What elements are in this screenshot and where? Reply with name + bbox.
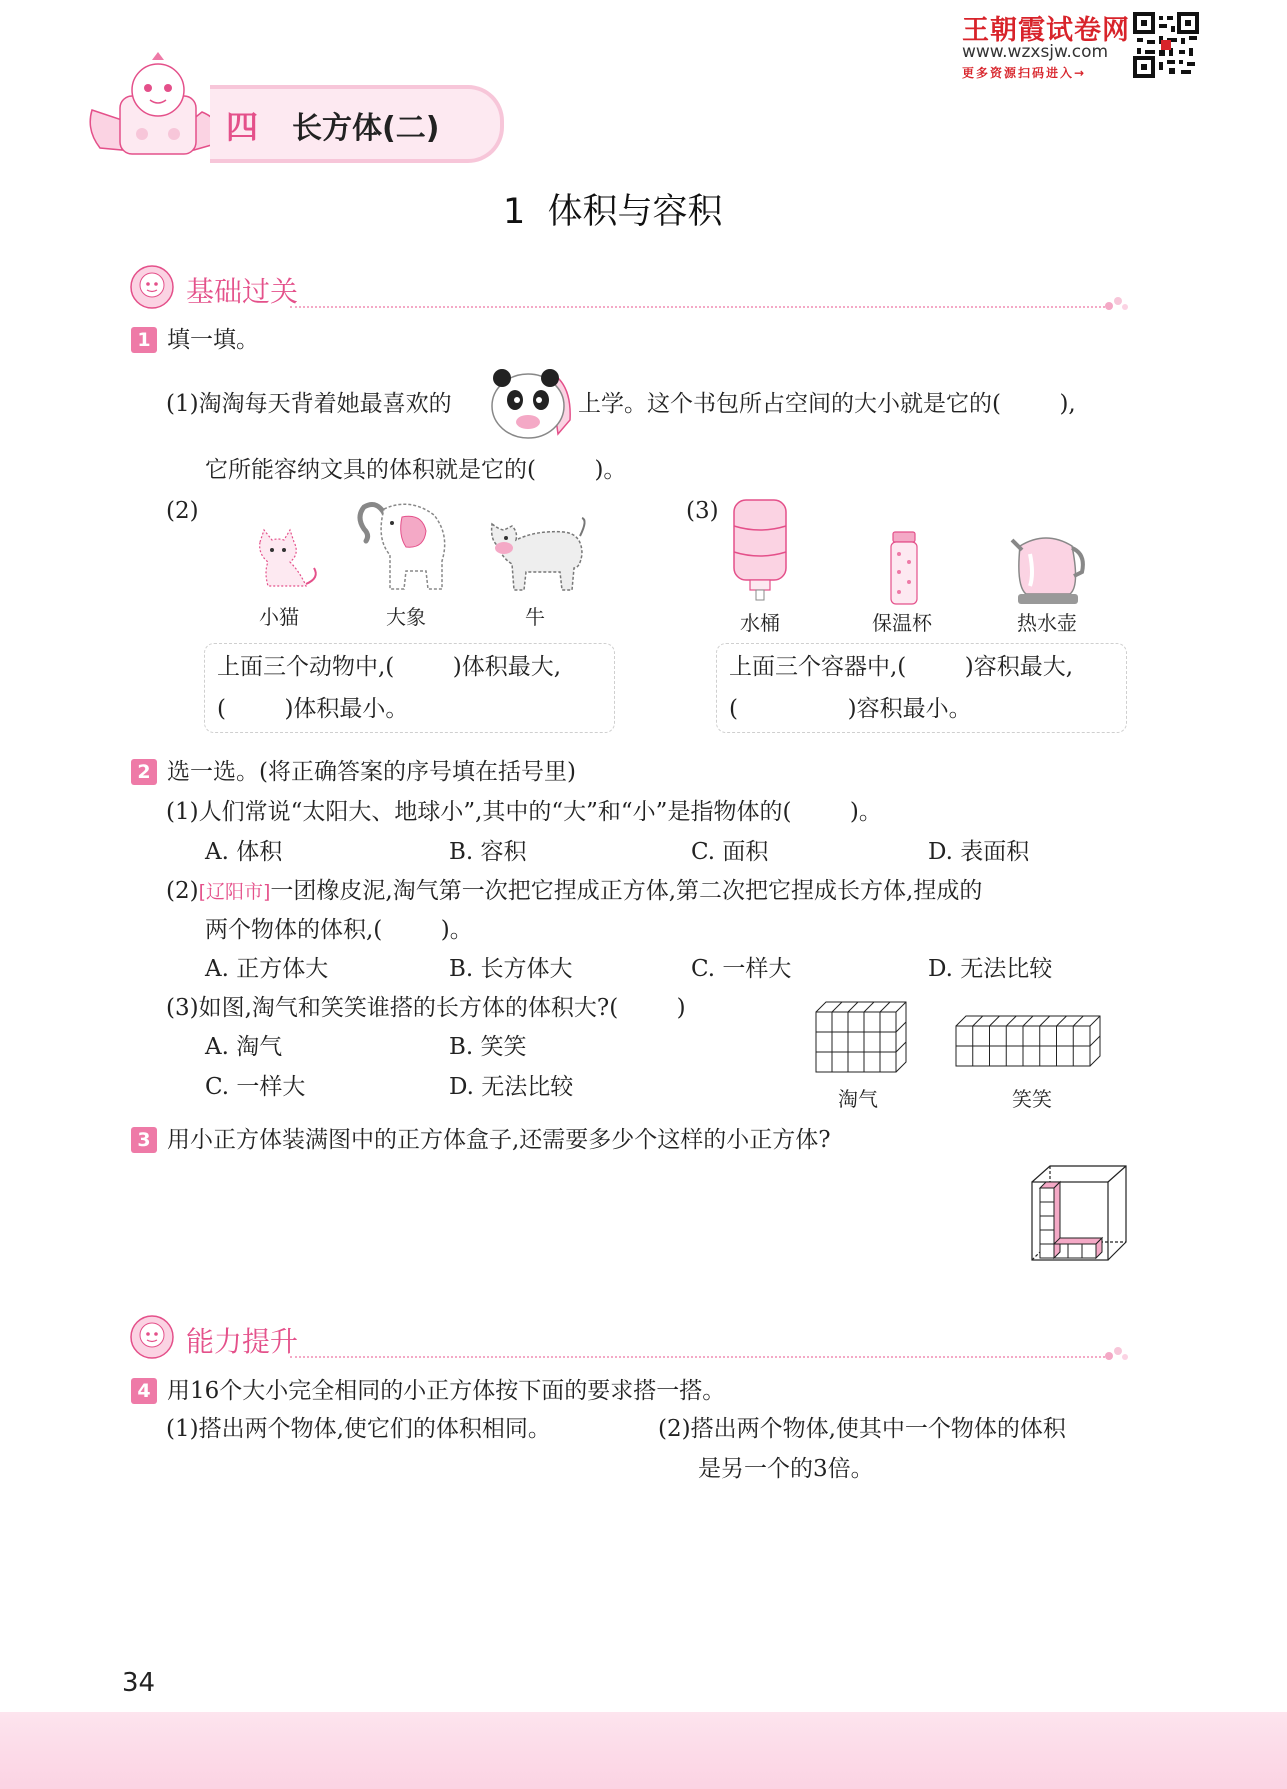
question-number: 1 xyxy=(131,327,157,353)
option: D. 无法比较 xyxy=(928,956,1053,982)
region-tag: [辽阳市] xyxy=(198,881,271,903)
option: A. 正方体大 xyxy=(205,956,329,982)
question-number: 3 xyxy=(131,1127,157,1153)
dots-decoration-icon xyxy=(1104,296,1130,312)
section-title-advanced: 能力提升 xyxy=(186,1325,299,1358)
q2-sub2 xyxy=(166,880,982,903)
section-title-basic: 基础过关 xyxy=(186,275,299,308)
elephant-icon xyxy=(356,495,456,595)
option: D. 无法比较 xyxy=(449,1074,574,1100)
cube-box-figure xyxy=(1028,1164,1130,1264)
page-number: 34 xyxy=(122,1668,156,1698)
question-title: 用小正方体装满图中的正方体盒子,还需要多少个这样的小正方体? xyxy=(167,1127,831,1153)
option: C. 面积 xyxy=(691,839,769,865)
section-mascot-icon xyxy=(128,1314,176,1360)
q2-sub2-text: 一团橡皮泥,淘气第一次把它捏成正方体,第二次把它捏成长方体,捏成的 xyxy=(270,878,983,904)
q2-sub1: (1)人们常说“太阳大、地球小”,其中的“大”和“小”是指物体的( )。 xyxy=(166,799,882,825)
dots-decoration-icon xyxy=(1104,1346,1130,1362)
animal-label: 牛 xyxy=(525,605,545,629)
q4-sub2-line2: 是另一个的3倍。 xyxy=(698,1456,874,1482)
figure-label-xiaoxiao: 笑笑 xyxy=(1012,1087,1052,1111)
q1-part1-text-b: 上学。这个书包所占空间的大小就是它的( ), xyxy=(578,391,1076,417)
cat-icon xyxy=(250,528,324,592)
q1-part1-text-c: 它所能容纳文具的体积就是它的( )。 xyxy=(205,457,627,483)
option: B. 笑笑 xyxy=(449,1034,527,1060)
q1-part1-text-a: (1)淘淘每天背着她最喜欢的 xyxy=(166,391,452,417)
figure-label-taoqi: 淘气 xyxy=(838,1087,878,1111)
option: C. 一样大 xyxy=(205,1074,306,1100)
question-title: 选一选。(将正确答案的序号填在括号里) xyxy=(167,759,576,785)
q1-part3-label: (3) xyxy=(686,498,719,524)
qr-code-icon xyxy=(1133,12,1199,78)
section-divider xyxy=(290,306,1105,308)
panda-backpack-icon xyxy=(488,364,576,446)
container-label: 水桶 xyxy=(740,611,780,635)
containers-box-line1: 上面三个容器中,( )容积最大, xyxy=(729,654,1074,680)
brand-url: www.wzxsjw.com xyxy=(962,42,1109,62)
cow-icon xyxy=(482,516,588,594)
q2-sub2-prefix: (2) xyxy=(166,878,199,904)
option: A. 体积 xyxy=(205,839,283,865)
lesson-title: 1 体积与容积 xyxy=(503,192,723,232)
q4-sub2: (2)搭出两个物体,使其中一个物体的体积 xyxy=(658,1416,1066,1442)
container-label: 热水壶 xyxy=(1017,611,1077,635)
animals-box-line2: ( )体积最小。 xyxy=(217,696,409,722)
option: B. 长方体大 xyxy=(449,956,573,982)
animals-box-line1: 上面三个动物中,( )体积最大, xyxy=(217,654,562,680)
brand-tag: 更多资源扫码进入→ xyxy=(962,66,1087,80)
option: B. 容积 xyxy=(449,839,527,865)
q4-sub1: (1)搭出两个物体,使它们的体积相同。 xyxy=(166,1416,551,1442)
thermos-cup-icon xyxy=(887,530,921,606)
footer-band xyxy=(0,1712,1287,1789)
water-bucket-icon xyxy=(728,496,792,602)
chapter-title: 长方体(二) xyxy=(292,111,440,146)
q2-sub3: (3)如图,淘气和笑笑谁搭的长方体的体积大?( ) xyxy=(166,995,686,1021)
q1-part2-label: (2) xyxy=(166,498,199,524)
container-label: 保温杯 xyxy=(872,611,932,635)
kettle-icon xyxy=(1010,526,1086,606)
section-divider xyxy=(290,1356,1105,1358)
option: C. 一样大 xyxy=(691,956,792,982)
question-number: 2 xyxy=(131,759,157,785)
taoqi-cuboid-figure xyxy=(814,1000,908,1074)
brand-name: 王朝霞试卷网 xyxy=(962,15,1130,46)
containers-box-line2: ( )容积最小。 xyxy=(729,696,972,722)
option: D. 表面积 xyxy=(928,839,1030,865)
question-title: 填一填。 xyxy=(167,327,259,353)
q2-sub2-line2: 两个物体的体积,( )。 xyxy=(205,917,473,943)
option: A. 淘气 xyxy=(205,1034,283,1060)
chapter-number: 四 xyxy=(226,108,259,146)
question-number: 4 xyxy=(131,1378,157,1404)
xiaoxiao-cuboid-figure xyxy=(954,1014,1102,1068)
animal-label: 大象 xyxy=(386,605,426,629)
section-mascot-icon xyxy=(128,264,176,310)
animal-label: 小猫 xyxy=(259,605,299,629)
question-title: 用16个大小完全相同的小正方体按下面的要求搭一搭。 xyxy=(167,1378,726,1404)
